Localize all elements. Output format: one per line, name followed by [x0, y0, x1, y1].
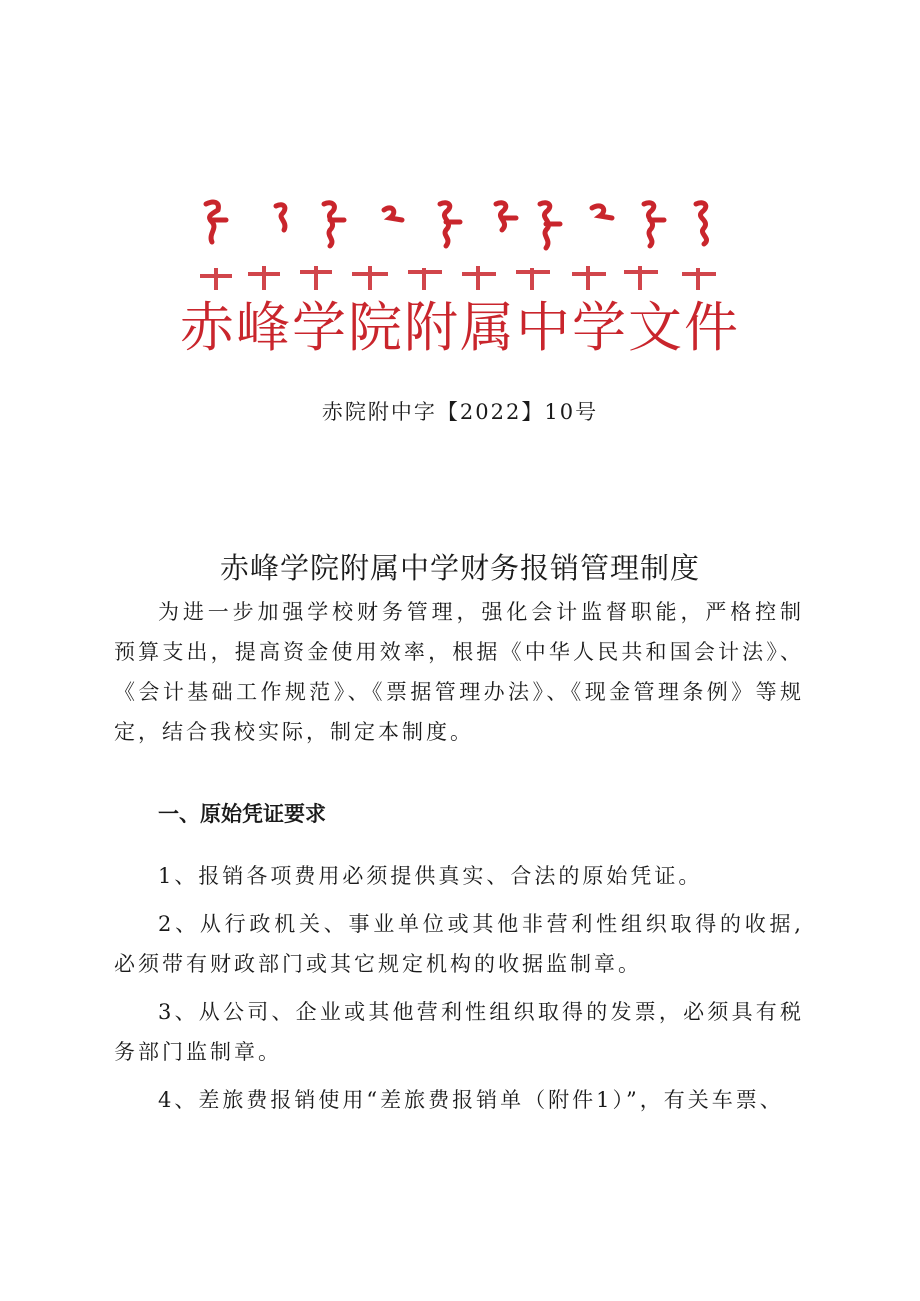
list-item: 1、报销各项费用必须提供真实、合法的原始凭证。 [158, 864, 703, 888]
list-item: 3、从公司、企业或其他营利性组织取得的发票，必须具有税务部门监制章。 [114, 1000, 804, 1064]
intro-block [114, 592, 804, 752]
list-item: 2、从行政机关、事业单位或其他非营利性组织取得的收据,必须带有财政部门或其它规定机构的收据监制章。 [114, 912, 804, 976]
header-title: 赤峰学院附属中学文件 [180, 296, 740, 359]
document-title: 赤峰学院附属中学财务报销管理制度 [219, 551, 700, 585]
document-number: 赤院附中字【2022】10号 [321, 400, 599, 424]
section-items [114, 856, 804, 1128]
mongolian-script-header [192, 190, 732, 290]
intro-paragraph: 为进一步加强学校财务管理，强化会计监督职能，严格控制预算支出，提高资金使用效率，根据《中华人民共和国会计法》、《会计基础工作规范》、《票据管理办法》、《现金管理条例》等规定，结合我校实际，制定本制度。 [114, 600, 804, 744]
list-item: 4、差旅费报销使用“差旅费报销单（附件1）”，有关车票、 [158, 1088, 784, 1112]
section-heading: 一、原始凭证要求 [158, 802, 326, 826]
